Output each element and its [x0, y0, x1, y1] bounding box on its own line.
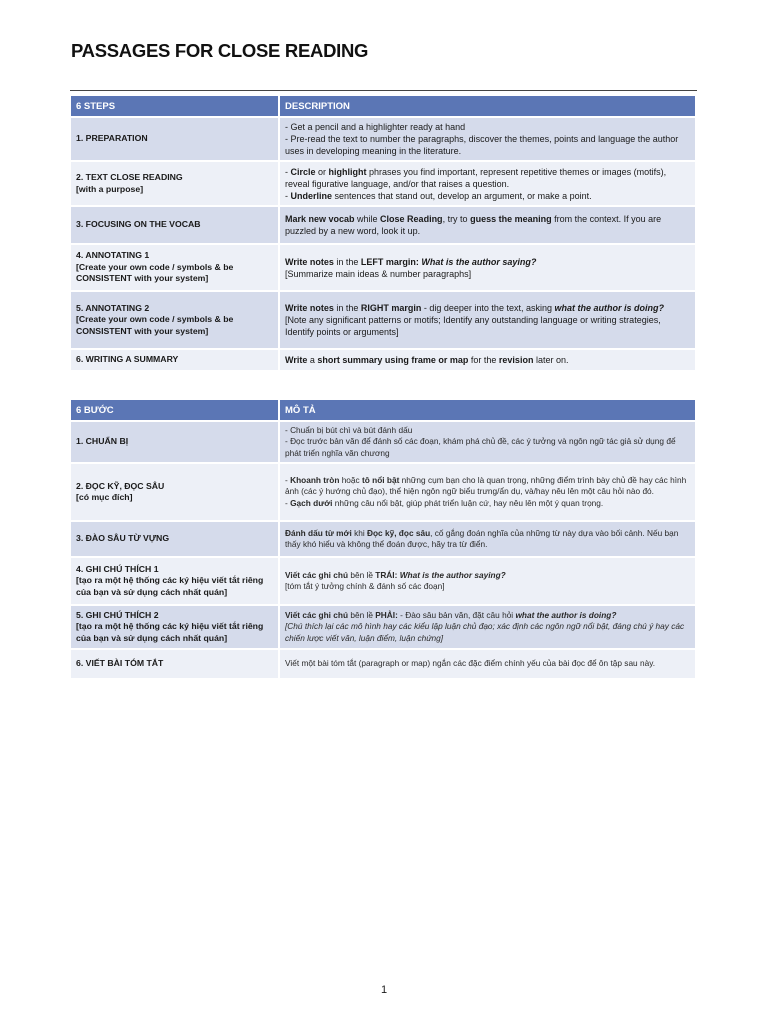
steps-table-vietnamese [71, 400, 697, 680]
table-row [71, 117, 696, 161]
step-description: - Get a pencil and a highlighter ready at hand - Pre-read the text to number the paragraphs, discover the themes, points and language the author uses in developing meaning in the literature. [279, 117, 696, 161]
step-description: Viết các ghi chú bên lề PHẢI: - Đào sâu bản văn, đặt câu hỏi what the author is doing? [Chú thích lại các mô hình hay các kiểu lập luận chủ đạo; xác định các ngôn ngữ nổi bật, đáng chú ý hay các chiến lược viết văn, luận điểm, luận chứng] [279, 605, 696, 649]
column-header-steps: 6 BƯỚC [71, 400, 279, 421]
table-row [71, 161, 696, 206]
table-row [71, 206, 696, 244]
table-row [71, 291, 696, 349]
step-label: 4. GHI CHÚ THÍCH 1 [tạo ra một hệ thống các ký hiệu viết tắt riêng của bạn và sử dụng cách nhất quán] [71, 557, 279, 605]
column-header-description: DESCRIPTION [279, 96, 696, 117]
step-label: 5. ANNOTATING 2 [Create your own code / symbols & be CONSISTENT with your system] [71, 291, 279, 349]
step-description: Write a short summary using frame or map for the revision later on. [279, 349, 696, 371]
step-description: - Khoanh tròn hoặc tô nổi bật những cụm bạn cho là quan trọng, những điểm trình bày chủ đề hay các hình ảnh (các ý hướng chủ đạo), thể hiện ngôn ngữ biểu trưng/ẩn dụ, và/hay nêu lên một câu hỏi nào đó. - Gạch dưới những câu nổi bật, giúp phát triển luận cứ, hay nêu lên một ý quan trọng. [279, 463, 696, 521]
step-label: 6. VIẾT BÀI TÓM TẮT [71, 649, 279, 679]
step-label: 2. TEXT CLOSE READING [with a purpose] [71, 161, 279, 206]
step-description: Write notes in the RIGHT margin - dig deeper into the text, asking what the author is doing? [Note any significant patterns or motifs; Identify any outstanding language or writing strategies, Identify points or arguments] [279, 291, 696, 349]
step-description: Mark new vocab while Close Reading, try to guess the meaning from the context. If you are puzzled by a new word, look it up. [279, 206, 696, 244]
table-row [71, 605, 696, 649]
page-number: 1 [380, 984, 388, 996]
step-label: 1. CHUẨN BỊ [71, 421, 279, 463]
step-label: 2. ĐỌC KỸ, ĐỌC SÂU [có mục đích] [71, 463, 279, 521]
table-row [71, 557, 696, 605]
step-label: 1. PREPARATION [71, 117, 279, 161]
step-label: 5. GHI CHÚ THÍCH 2 [tạo ra một hệ thống các ký hiệu viết tắt riêng của bạn và sử dụng cách nhất quán] [71, 605, 279, 649]
table-row [71, 421, 696, 463]
column-header-steps: 6 STEPS [71, 96, 279, 117]
step-label: 6. WRITING A SUMMARY [71, 349, 279, 371]
step-description: - Circle or highlight phrases you find important, represent repetitive themes or images (motifs), reveal figurative language, and/or that raises a question. - Underline sentences that stand out, develop an argument, or make a point. [279, 161, 696, 206]
page-title: PASSAGES FOR CLOSE READING [71, 40, 369, 61]
step-description: Write notes in the LEFT margin: What is the author saying? [Summarize main ideas & number paragraphs] [279, 244, 696, 291]
steps-table-english [71, 96, 697, 372]
column-header-description: MÔ TẢ [279, 400, 696, 421]
table-row [71, 244, 696, 291]
step-label: 3. ĐÀO SÂU TỪ VỰNG [71, 521, 279, 557]
title-divider [70, 90, 697, 91]
table-row [71, 349, 696, 371]
step-description: - Chuẩn bị bút chì và bút đánh dấu - Đọc trước bản văn để đánh số các đoạn, khám phá chủ đề, các ý tưởng và ngôn ngữ tác giả sử dụng để phát triển nghĩa văn chương [279, 421, 696, 463]
step-label: 3. FOCUSING ON THE VOCAB [71, 206, 279, 244]
table-row [71, 463, 696, 521]
step-description: Viết các ghi chú bên lề TRÁI: What is the author saying? [tóm tắt ý tưởng chính & đánh số các đoạn] [279, 557, 696, 605]
table-row [71, 521, 696, 557]
step-label: 4. ANNOTATING 1 [Create your own code / symbols & be CONSISTENT with your system] [71, 244, 279, 291]
table-row [71, 649, 696, 679]
step-description: Đánh dấu từ mới khi Đọc kỹ, đọc sâu, cố gắng đoán nghĩa của những từ này dựa vào bối cảnh. Nếu bạn thấy khó hiểu và không thể đoán được, hãy tra từ điển. [279, 521, 696, 557]
step-description: Viết một bài tóm tắt (paragraph or map) ngắn các đặc điểm chính yếu của bài đọc để ôn tập sau này. [279, 649, 696, 679]
